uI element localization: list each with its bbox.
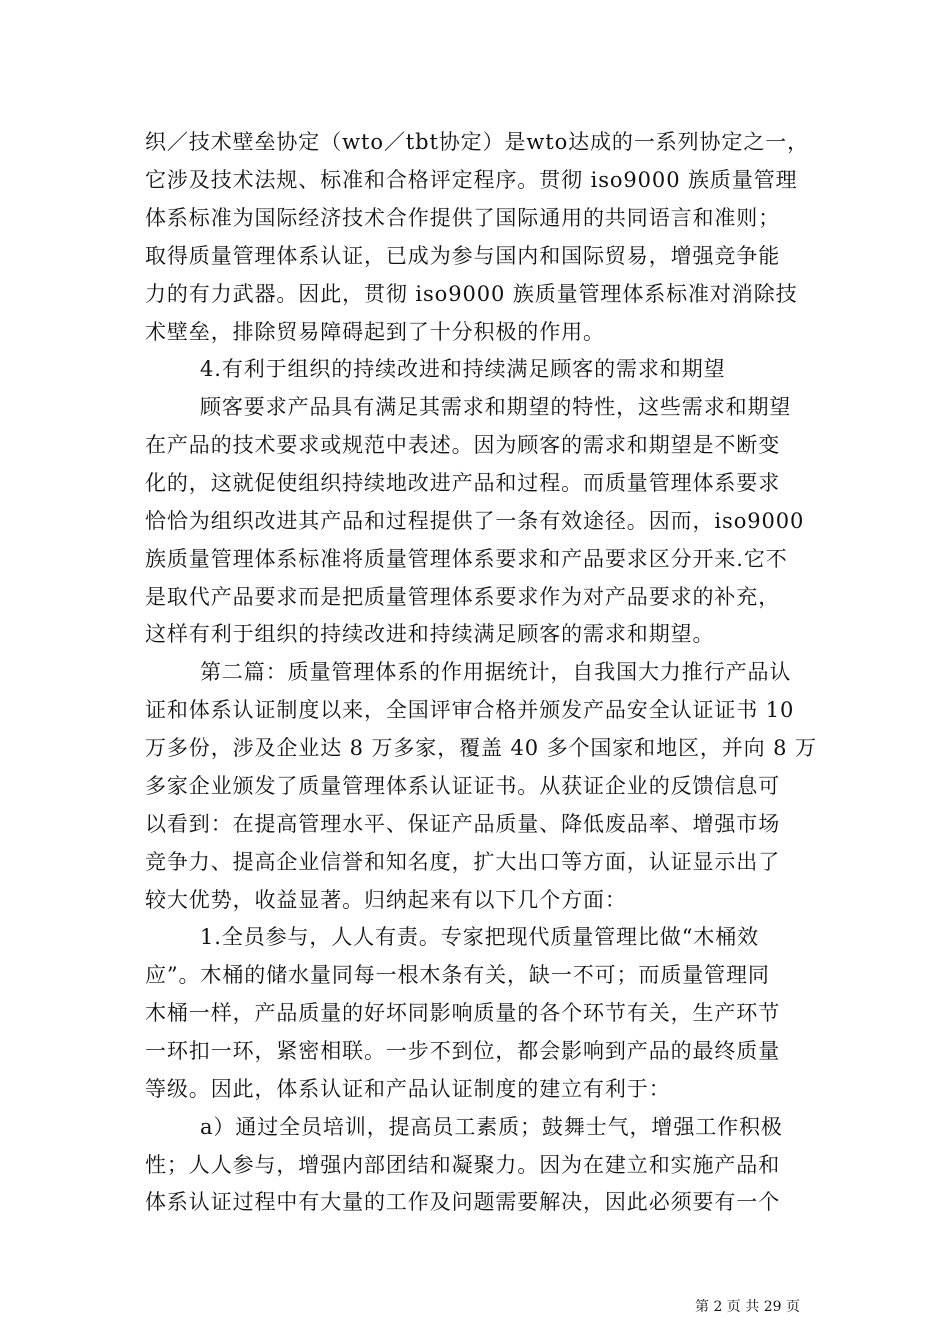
text-line: 它涉及技术法规、标准和合格评定程序。贯彻 iso9000 族质量管理 <box>145 168 798 192</box>
text-line: 1.全员参与，人人有责。专家把现代质量管理比做“木桶效 <box>200 925 760 949</box>
text-line: 证和体系认证制度以来，全国评审合格并颁发产品安全认证证书 10 <box>145 698 795 722</box>
text-line: 术壁垒，排除贸易障碍起到了十分积极的作用。 <box>145 320 605 344</box>
text-line: 应”。木桶的储水量同每一根木条有关，缺一不可；而质量管理同 <box>145 963 770 987</box>
text-line: 化的，这就促使组织持续地改进产品和过程。而质量管理体系要求 <box>145 471 781 495</box>
page-number-footer: 第 2 页 共 29 页 <box>695 1299 800 1315</box>
text-line: 在产品的技术要求或规范中表述。因为顾客的需求和期望是不断变 <box>145 433 781 457</box>
text-line: 性；人人参与，增强内部团结和凝聚力。因为在建立和实施产品和 <box>145 1153 781 1177</box>
text-line: 等级。因此，体系认证和产品认证制度的建立有利于： <box>145 1077 671 1101</box>
text-line: 木桶一样，产品质量的好坏同影响质量的各个环节有关，生产环节 <box>145 1001 781 1025</box>
text-line: 体系标准为国际经济技术合作提供了国际通用的共同语言和准则； <box>145 206 781 230</box>
text-line: 织／技术壁垒协定（wto／tbt协定）是wto达成的一系列协定之一， <box>145 130 810 154</box>
text-line: 是取代产品要求而是把质量管理体系要求作为对产品要求的补充， <box>145 585 781 609</box>
text-line: 较大优势，收益显著。归纳起来有以下几个方面： <box>145 888 627 912</box>
text-line: 顾客要求产品具有满足其需求和期望的特性，这些需求和期望 <box>200 395 792 419</box>
text-line: 以看到：在提高管理水平、保证产品质量、降低废品率、增强市场 <box>145 812 781 836</box>
text-line: 力的有力武器。因此，贯彻 iso9000 族质量管理体系标准对消除技 <box>145 282 798 306</box>
text-line: 这样有利于组织的持续改进和持续满足顾客的需求和期望。 <box>145 622 715 646</box>
text-line: 竞争力、提高企业信誉和知名度，扩大出口等方面，认证显示出了 <box>145 850 781 874</box>
text-line: 体系认证过程中有大量的工作及问题需要解决，因此必须要有一个 <box>145 1190 781 1214</box>
text-line: 恰恰为组织改进其产品和过程提供了一条有效途径。因而，iso9000 <box>145 509 805 533</box>
text-line: a）通过全员培训，提高员工素质；鼓舞士气，增强工作积极 <box>200 1115 783 1139</box>
section-heading: 4.有利于组织的持续改进和持续满足顾客的需求和期望 <box>200 357 726 381</box>
text-line: 取得质量管理体系认证，已成为参与国内和国际贸易，增强竞争能 <box>145 244 781 268</box>
text-line: 万多份，涉及企业达 8 万多家，覆盖 40 多个国家和地区，并向 8 万 <box>145 736 817 760</box>
text-line: 第二篇：质量管理体系的作用据统计，自我国大力推行产品认 <box>200 660 792 684</box>
text-line: 族质量管理体系标准将质量管理体系要求和产品要求区分开来.它不 <box>145 547 788 571</box>
text-line: 一环扣一环，紧密相联。一步不到位，都会影响到产品的最终质量 <box>145 1039 781 1063</box>
text-line: 多家企业颁发了质量管理体系认证证书。从获证企业的反馈信息可 <box>145 774 781 798</box>
